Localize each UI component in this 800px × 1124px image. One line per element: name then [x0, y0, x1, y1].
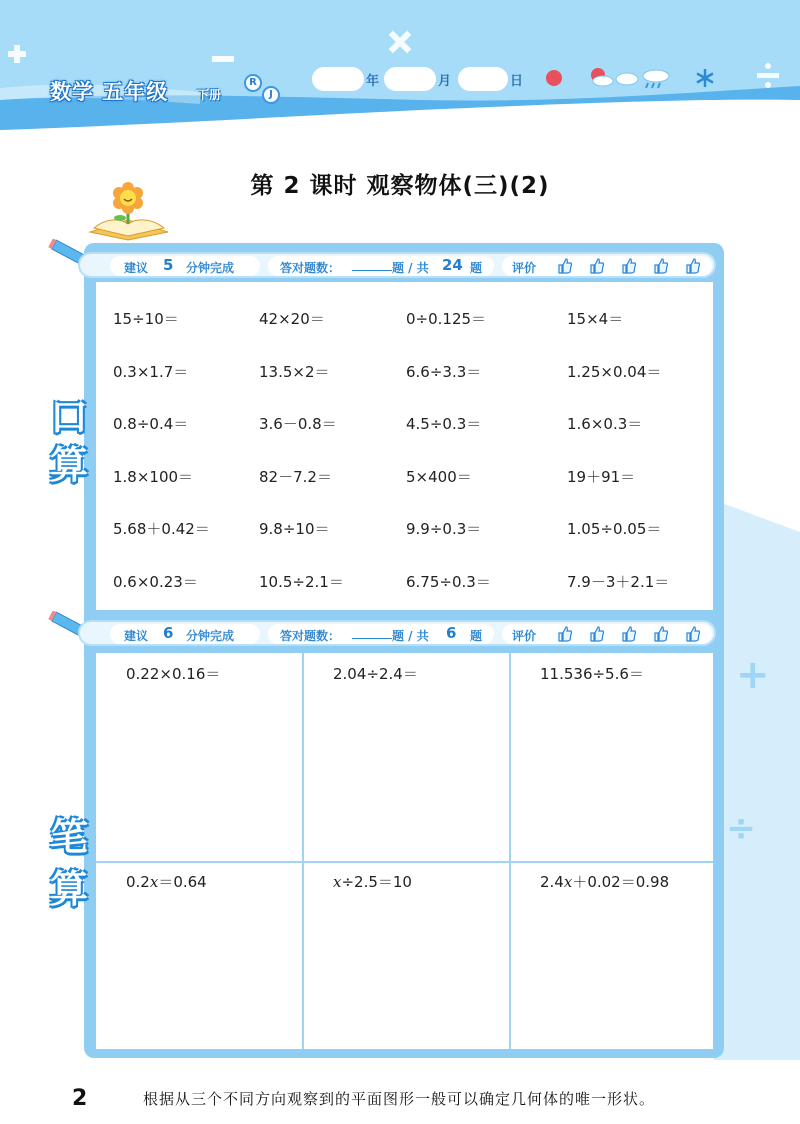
- oral-problem[interactable]: 1.05÷0.05＝: [567, 520, 662, 538]
- oral-problems-area: [96, 282, 713, 610]
- oral-problem[interactable]: 10.5÷2.1＝: [259, 573, 344, 591]
- total-count: 24: [442, 256, 463, 274]
- month-unit: 月: [438, 74, 452, 89]
- thumbs-up-icon[interactable]: [588, 625, 606, 643]
- oral-problem[interactable]: 13.5×2＝: [259, 363, 330, 381]
- thumbs-up-icon[interactable]: [620, 257, 638, 275]
- suggest-prefix: 建议: [124, 629, 149, 643]
- oral-problem[interactable]: 1.8×100＝: [113, 468, 194, 486]
- thumbs-up-icon[interactable]: [684, 257, 702, 275]
- correct-prefix: 答对题数：: [280, 261, 341, 275]
- subject-title: 数学 五年级: [50, 80, 169, 104]
- equation-coefficient: 0.2: [126, 873, 150, 891]
- divide-icon: ÷: [726, 808, 757, 849]
- oral-problem[interactable]: 3.6－0.8＝: [259, 415, 337, 433]
- day-unit: 日: [510, 74, 524, 89]
- suggest-minutes: 6: [163, 624, 174, 642]
- written-problem[interactable]: 11.536÷5.6＝: [540, 665, 644, 683]
- oral-problem[interactable]: 1.25×0.04＝: [567, 363, 662, 381]
- oral-label-char: 算: [50, 443, 89, 487]
- equation-rest: ÷2.5＝10: [341, 873, 412, 891]
- year-unit: 年: [366, 74, 380, 89]
- correct-suffix: 题: [470, 629, 483, 643]
- written-problem[interactable]: 0.22×0.16＝: [126, 665, 221, 683]
- oral-problem[interactable]: 4.5÷0.3＝: [406, 415, 482, 433]
- edition-badge-j: J: [262, 86, 280, 104]
- suggest-suffix: 分钟完成: [186, 629, 235, 643]
- correct-prefix: 答对题数：: [280, 629, 341, 643]
- sun-icon[interactable]: [541, 66, 567, 90]
- plus-icon: +: [736, 652, 770, 698]
- grid-divider: [509, 653, 511, 1049]
- sun-cloud-icon[interactable]: [588, 66, 614, 90]
- correct-mid: 题 / 共: [392, 261, 429, 275]
- equation-rest: ＝0.64: [158, 873, 207, 891]
- suggest-minutes: 5: [163, 256, 174, 274]
- correct-count-blank[interactable]: [352, 638, 392, 639]
- equation-problem[interactable]: [126, 871, 207, 892]
- suggest-suffix: 分钟完成: [186, 261, 235, 275]
- oral-problem[interactable]: 0.8÷0.4＝: [113, 415, 189, 433]
- oral-problem[interactable]: 0.3×1.7＝: [113, 363, 189, 381]
- oral-problem[interactable]: 6.75÷0.3＝: [406, 573, 491, 591]
- cloud-icon[interactable]: [614, 66, 640, 90]
- oral-problem[interactable]: 6.6÷3.3＝: [406, 363, 482, 381]
- snowflake-icon[interactable]: [692, 66, 718, 90]
- oral-problem[interactable]: 1.6×0.3＝: [567, 415, 643, 433]
- lesson-title: 第 2 课时 观察物体(三)(2): [250, 173, 550, 199]
- year-field[interactable]: [312, 67, 364, 91]
- oral-problem[interactable]: 0.6×0.23＝: [113, 573, 198, 591]
- correct-mid: 题 / 共: [392, 629, 429, 643]
- oral-problem[interactable]: 5.68＋0.42＝: [113, 520, 210, 538]
- written-info-bar: [78, 620, 716, 646]
- oral-problem[interactable]: 19＋91＝: [567, 468, 636, 486]
- equation-coefficient: 2.4: [540, 873, 564, 891]
- day-field[interactable]: [458, 67, 508, 91]
- oral-problem[interactable]: 15×4＝: [567, 310, 624, 328]
- rating-label: 评价: [512, 261, 537, 275]
- right-decoration: [714, 500, 800, 1060]
- correct-suffix: 题: [470, 261, 483, 275]
- equation-rest: ＋0.02＝0.98: [572, 873, 670, 891]
- oral-problem[interactable]: 0÷0.125＝: [406, 310, 487, 328]
- oral-problem[interactable]: 7.9－3＋2.1＝: [567, 573, 670, 591]
- rain-icon[interactable]: [640, 66, 672, 90]
- equation-variable: x: [333, 873, 342, 891]
- equation-problem[interactable]: [333, 871, 412, 892]
- oral-problem[interactable]: 42×20＝: [259, 310, 325, 328]
- thumbs-up-icon[interactable]: [556, 257, 574, 275]
- month-field[interactable]: [384, 67, 436, 91]
- correct-count-blank[interactable]: [352, 270, 392, 271]
- flower-book-icon: [86, 180, 172, 242]
- thumbs-up-icon[interactable]: [620, 625, 638, 643]
- footer-tip: 根据从三个不同方向观察到的平面图形一般可以确定几何体的唯一形状。: [143, 1090, 656, 1108]
- total-count: 6: [446, 624, 457, 642]
- thumbs-up-icon[interactable]: [684, 625, 702, 643]
- equation-problem[interactable]: [540, 871, 669, 892]
- written-problems-area: [96, 653, 713, 1049]
- thumbs-up-icon[interactable]: [556, 625, 574, 643]
- oral-problem[interactable]: 9.8÷10＝: [259, 520, 330, 538]
- equation-variable: x: [149, 873, 159, 891]
- grid-divider: [96, 861, 713, 863]
- thumbs-up-icon[interactable]: [652, 625, 670, 643]
- written-problem[interactable]: 2.04÷2.4＝: [333, 665, 418, 683]
- rating-label: 评价: [512, 629, 537, 643]
- page-number: 2: [72, 1086, 88, 1111]
- oral-problem[interactable]: 15÷10＝: [113, 310, 179, 328]
- oral-label-char: 口: [50, 395, 89, 439]
- oral-problem[interactable]: 82－7.2＝: [259, 468, 332, 486]
- oral-problem[interactable]: 9.9÷0.3＝: [406, 520, 482, 538]
- suggest-prefix: 建议: [124, 261, 149, 275]
- written-label-char: 算: [50, 867, 89, 911]
- thumbs-up-icon[interactable]: [652, 257, 670, 275]
- oral-problem[interactable]: 5×400＝: [406, 468, 472, 486]
- written-label-char: 笔: [50, 815, 89, 859]
- thumbs-up-icon[interactable]: [588, 257, 606, 275]
- oral-info-bar: [78, 252, 716, 278]
- grid-divider: [302, 653, 304, 1049]
- edition-badge-r: R: [244, 74, 262, 92]
- equation-variable: x: [563, 873, 573, 891]
- volume-label: 下册: [197, 88, 222, 102]
